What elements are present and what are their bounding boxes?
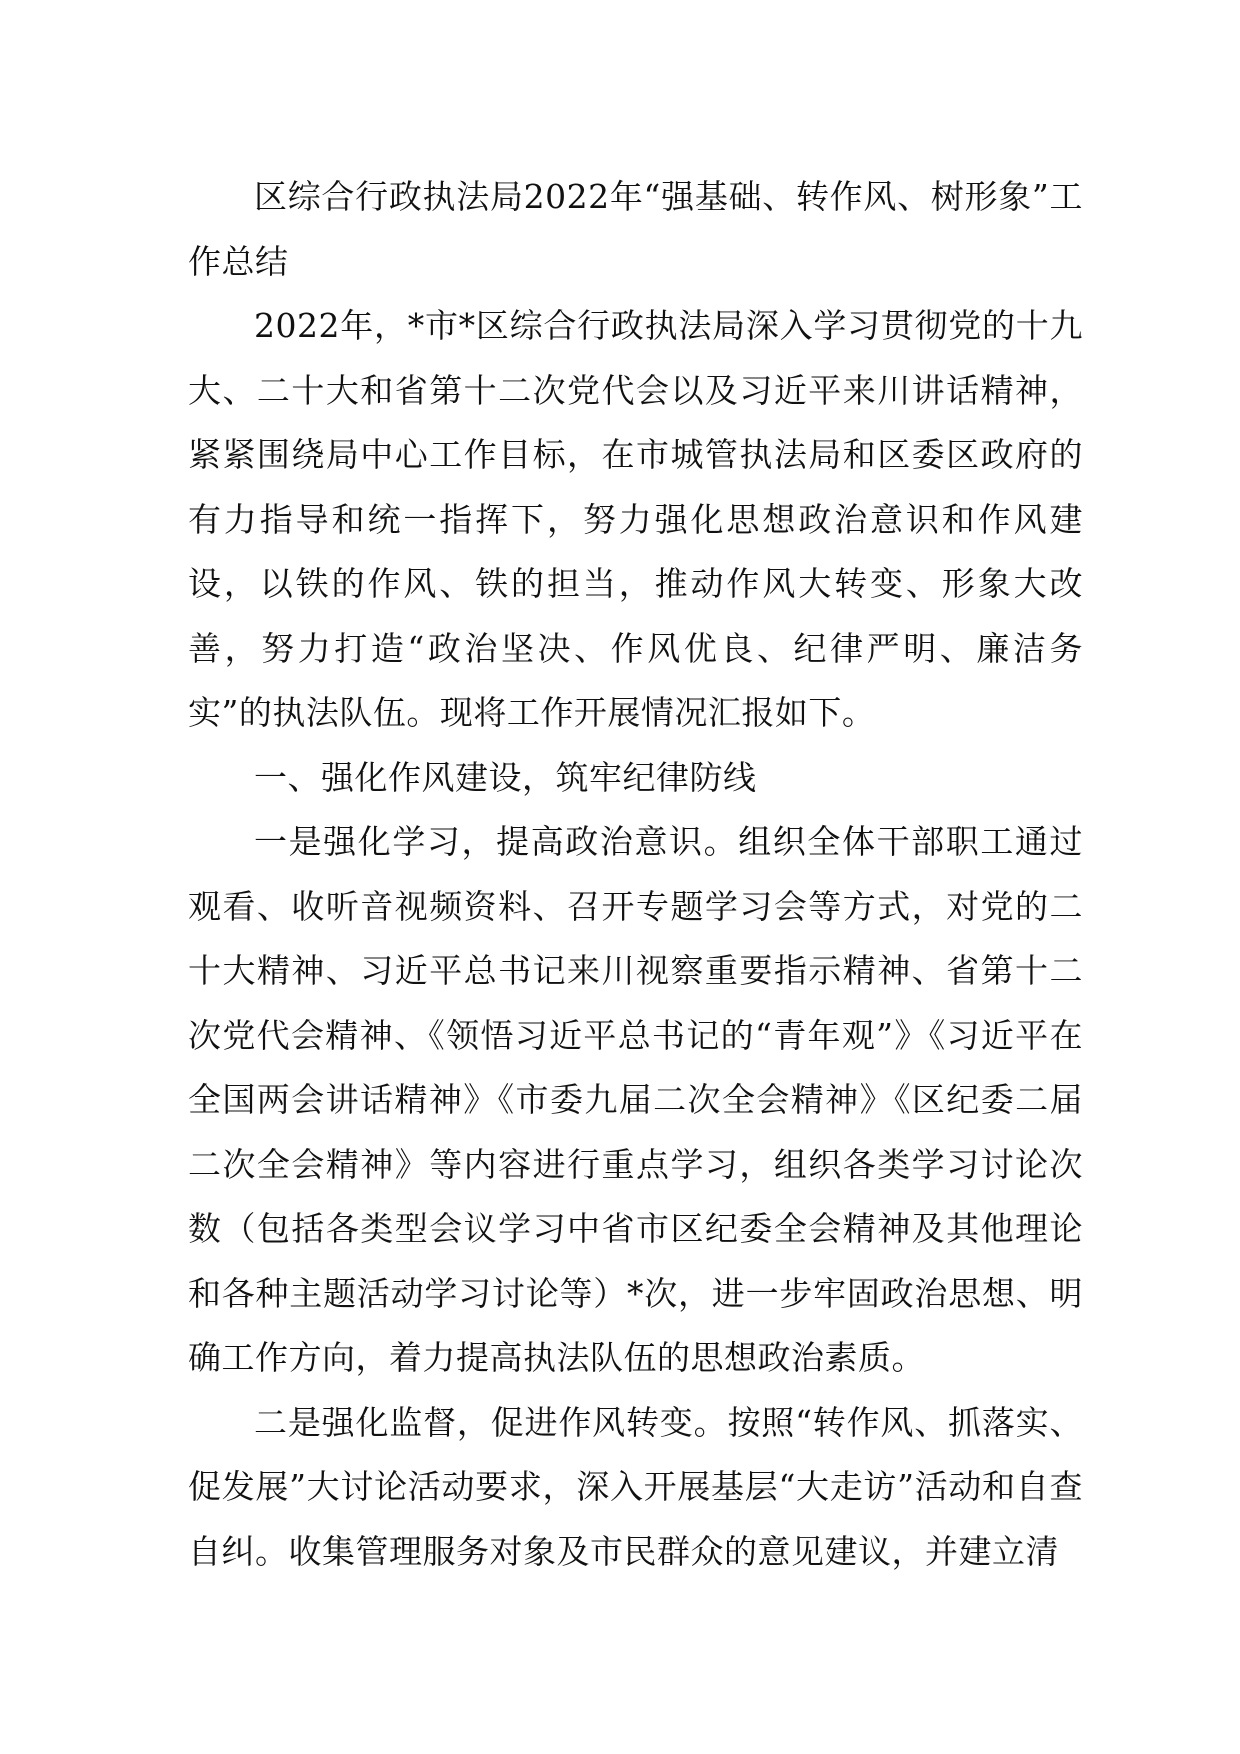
document-page: [188, 165, 1083, 1584]
section-heading-1: 一、强化作风建设，筑牢纪律防线: [254, 757, 757, 797]
paragraph-intro: 2022年，*市*区综合行政执法局深入学习贯彻党的十九大、二十大和省第十二次党代会以及习近平来川讲话精神，紧紧围绕局中心工作目标，在市城管执法局和区委区政府的有力指导和统一指挥下，努力强化思想政治意识和作风建设，以铁的作风、铁的担当，推动作风大转变、形象大改善，努力打造“政治坚决、作风优良、纪律严明、廉洁务实”的执法队伍。现将工作开展情况汇报如下。: [188, 306, 1083, 732]
paragraph-study: 一是强化学习，提高政治意识。组织全体干部职工通过观看、收听音视频资料、召开专题学习会等方式，对党的二十大精神、习近平总书记来川视察重要指示精神、省第十二次党代会精神、《领悟习近平总书记的“青年观”》《习近平在全国两会讲话精神》《市委九届二次全会精神》《区纪委二届二次全会精神》等内容进行重点学习，组织各类学习讨论次数（包括各类型会议学习中省市区纪委全会精神及其他理论和各种主题活动学习讨论等）*次，进一步牢固政治思想、明确工作方向，着力提高执法队伍的思想政治素质。: [188, 822, 1083, 1377]
paragraph-supervision: 二是强化监督，促进作风转变。按照“转作风、抓落实、促发展”大讨论活动要求，深入开展基层“大走访”活动和自查自纠。收集管理服务对象及市民群众的意见建议，并建立清: [188, 1402, 1083, 1571]
document-title: 区综合行政执法局2022年“强基础、转作风、树形象”工作总结: [188, 177, 1083, 281]
